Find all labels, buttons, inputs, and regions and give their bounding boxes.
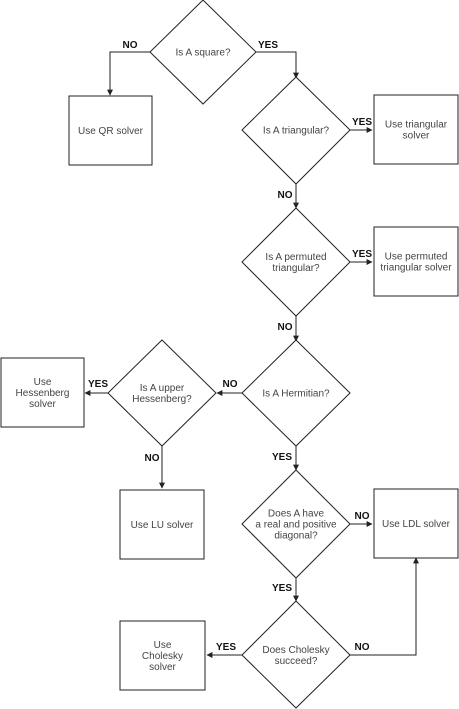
node-text-line: Is A Hermitian?: [262, 388, 330, 400]
label-hessenberg-yes: YES: [87, 379, 109, 390]
box-cholesky-solver: [120, 621, 205, 690]
node-text-line: Does Cholesky: [262, 645, 330, 656]
label-triangular-no: NO: [277, 190, 293, 201]
decision-is-square: [150, 0, 256, 104]
edge-cholesky-no: [350, 558, 416, 655]
decision-is-triangular: [242, 77, 350, 184]
node-text-line: triangular solver: [380, 262, 452, 274]
label-permuted-no: NO: [277, 322, 293, 333]
label-diagonal-yes: YES: [271, 583, 293, 594]
decision-is-permuted-triangular: [242, 208, 350, 316]
edge-square-yes: [256, 52, 296, 78]
node-text-line: solver: [149, 662, 176, 673]
decision-cholesky-succeed: [242, 601, 350, 708]
decision-is-upper-hessenberg: [108, 340, 216, 446]
decision-is-hermitian: [242, 340, 350, 446]
box-hessenberg-solver: [1, 358, 84, 427]
node-text-line: Use: [33, 377, 52, 388]
node-text-line: Use LU solver: [130, 520, 194, 531]
node-text-line: Is A square?: [175, 47, 231, 59]
label-cholesky-no: NO: [354, 642, 370, 653]
decision-real-positive-diagonal: [242, 470, 350, 578]
node-text-line: Hessenberg: [15, 388, 70, 399]
label-diagonal-no: NO: [354, 511, 370, 522]
node-text-line: diagonal?: [274, 530, 318, 542]
label-triangular-yes: YES: [351, 117, 373, 128]
node-text-line: Use QR solver: [77, 126, 144, 137]
label-square-no: NO: [122, 40, 138, 51]
label-hermitian-yes: YES: [271, 452, 293, 463]
node-text-line: Use: [153, 640, 172, 651]
node-text-line: Use triangular: [384, 119, 448, 131]
node-text-line: a real and positive: [255, 519, 337, 531]
box-triangular-solver: [374, 95, 458, 164]
decision-is-hermitian-text: [262, 389, 330, 400]
decision-is-triangular-text: [263, 126, 330, 137]
node-text-line: Is A permuted: [265, 252, 327, 263]
node-text-line: Use LDL solver: [382, 519, 450, 530]
node-text-line: Is A triangular?: [262, 125, 330, 137]
box-qr-solver: [69, 96, 152, 165]
node-text-line: solver: [402, 130, 430, 142]
node-text-line: Hessenberg?: [132, 394, 192, 405]
node-text-line: solver: [29, 399, 56, 410]
decision-is-upper-hessenberg-text: [132, 383, 192, 405]
node-text-line: Cholesky: [141, 651, 184, 662]
box-ldl-solver-text: [382, 519, 451, 530]
node-text-line: Is A upper: [139, 383, 185, 394]
box-qr-solver-text: [78, 126, 144, 137]
label-permuted-yes: YES: [351, 249, 373, 260]
label-square-yes: YES: [257, 40, 279, 51]
box-ldl-solver: [374, 489, 458, 558]
label-hermitian-no: NO: [222, 379, 238, 390]
decision-is-permuted-triangular-text: [265, 252, 326, 274]
label-cholesky-yes: YES: [215, 642, 237, 653]
box-lu-solver: [120, 490, 204, 559]
box-permuted-triangular-solver-text: [380, 252, 452, 274]
edge-square-no: [110, 52, 150, 95]
box-permuted-triangular-solver: [374, 227, 458, 296]
label-hessenberg-no: NO: [144, 453, 160, 464]
decision-is-square-text: [175, 48, 230, 59]
node-text-line: Use permuted: [384, 251, 448, 263]
node-text-line: succeed?: [274, 656, 318, 667]
node-text-line: Does A have: [267, 508, 325, 520]
box-lu-solver-text: [131, 520, 194, 531]
node-text-line: triangular?: [272, 263, 320, 274]
